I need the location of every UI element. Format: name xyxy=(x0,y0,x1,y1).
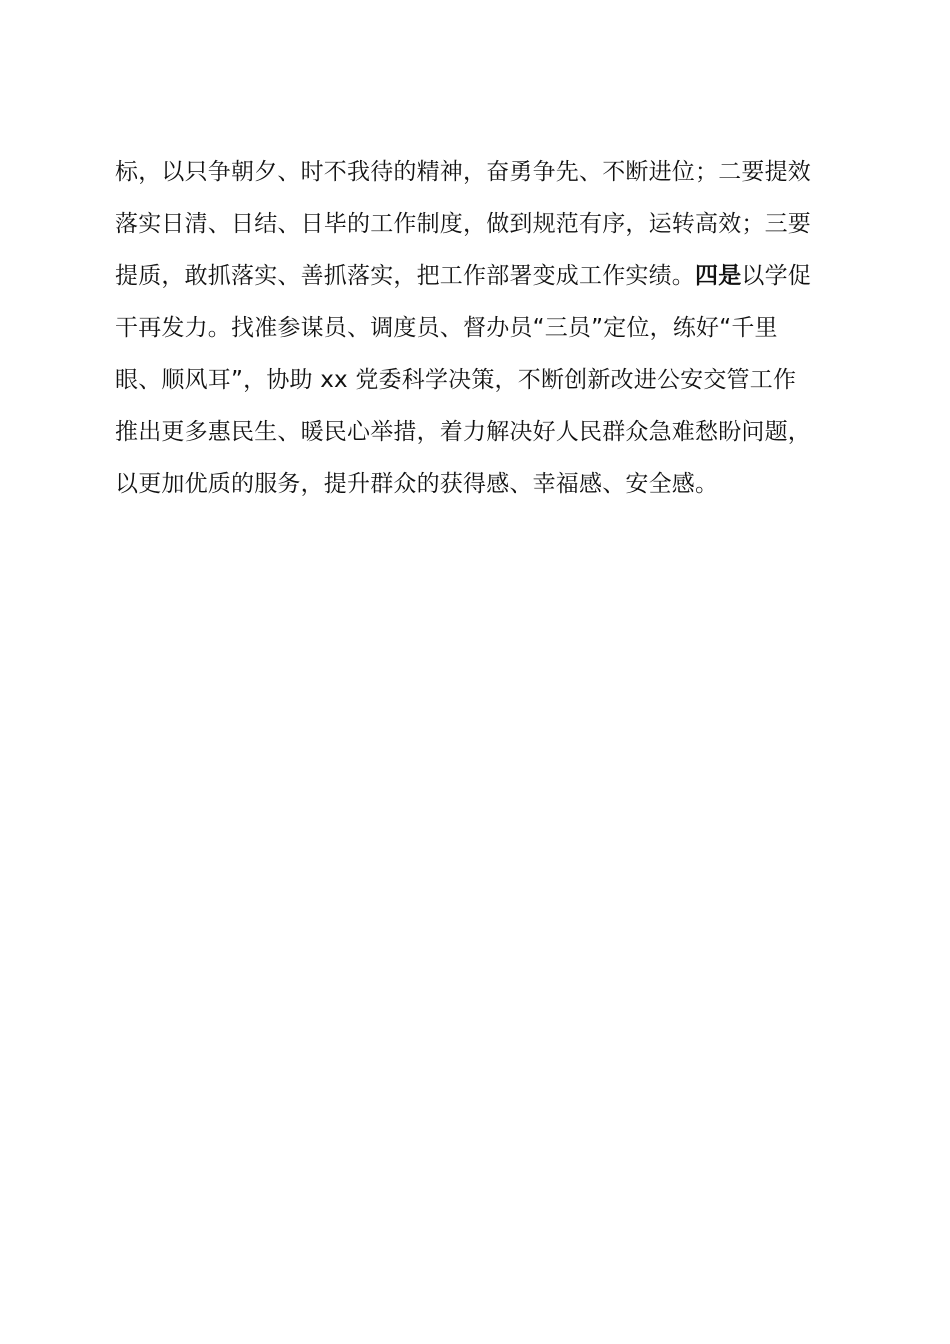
text-line-4 xyxy=(115,302,840,354)
text-line-3-content: 提质，敢抓落实、善抓落实，把工作部署变成工作实绩。 xyxy=(115,263,695,289)
text-line-3 xyxy=(115,250,840,302)
text-line-5-content: 眼、顺风耳”，协助 xx 党委科学决策，不断创新改进公安交管工作 xyxy=(115,367,797,393)
text-line-2 xyxy=(115,198,840,250)
text-line-1 xyxy=(115,146,840,198)
body-text xyxy=(115,146,840,510)
section-marker-four: 四是 xyxy=(695,263,742,289)
text-line-7-content: 以更加优质的服务，提升群众的获得感、幸福感、安全感。 xyxy=(115,471,719,497)
text-line-6 xyxy=(115,406,840,458)
text-line-7 xyxy=(115,458,840,510)
text-line-2-content: 落实日清、日结、日毕的工作制度，做到规范有序，运转高效；三要 xyxy=(115,211,811,237)
text-line-5 xyxy=(115,354,840,406)
text-line-4-content: 干再发力。找准参谋员、调度员、督办员“三员”定位，练好“千里 xyxy=(115,315,778,341)
text-line-1-content: 标，以只争朝夕、时不我待的精神，奋勇争先、不断进位；二要提效 xyxy=(115,159,811,185)
text-line-6-content: 推出更多惠民生、暖民心举措，着力解决好人民群众急难愁盼问题， xyxy=(115,419,811,445)
text-line-3-tail: 以学促 xyxy=(741,263,812,289)
